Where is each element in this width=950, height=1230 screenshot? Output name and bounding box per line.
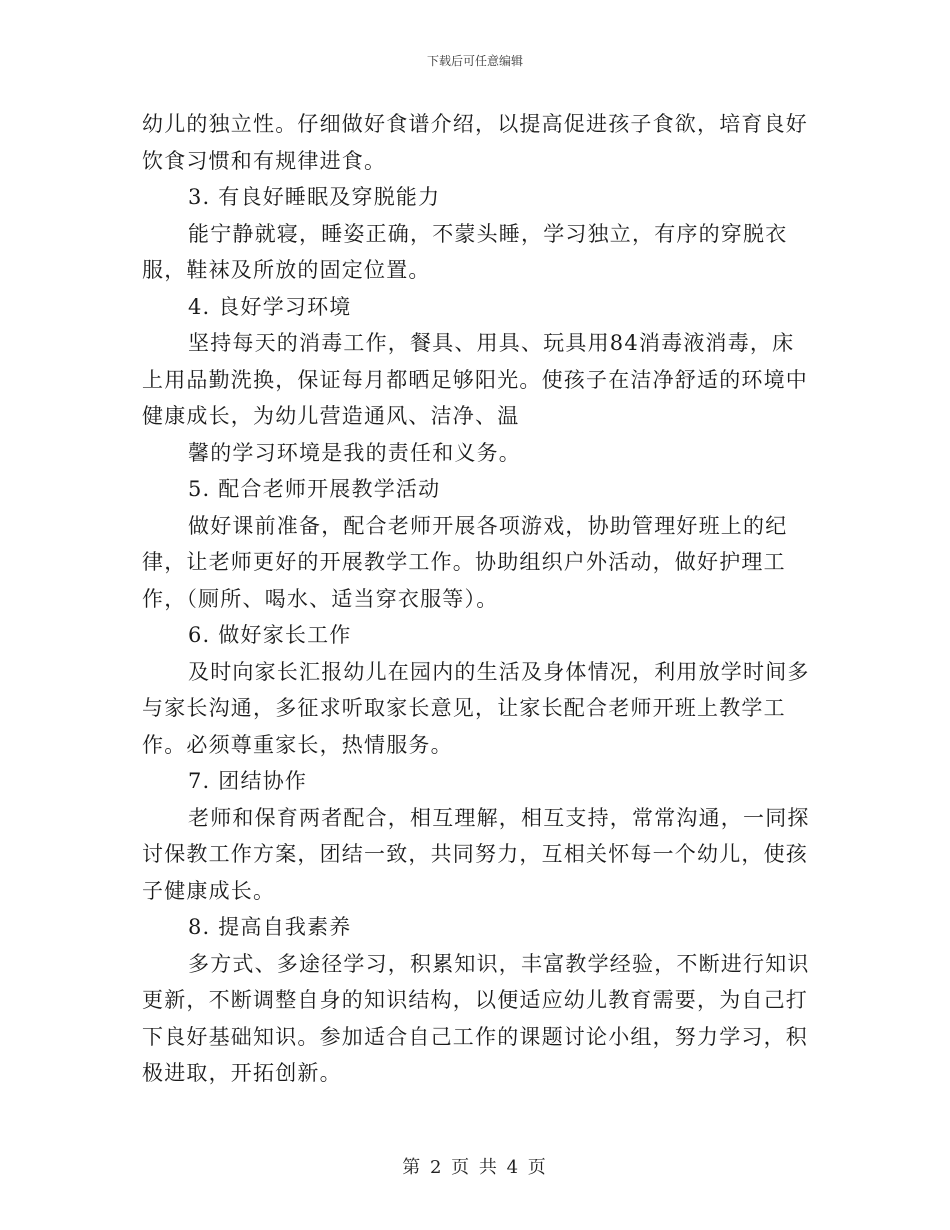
document-body [142, 106, 810, 1092]
paragraph-sleep: 能宁静就寝，睡姿正确，不蒙头睡，学习独立，有序的穿脱衣服，鞋袜及所放的固定位置。 [142, 221, 788, 282]
section-heading-8: 8. 提高自我素养 [188, 915, 352, 939]
page-number: 第 2 页 共 4 页 [402, 1157, 548, 1178]
paragraph-parents: 及时向家长汇报幼儿在园内的生活及身体情况，利用放学时间多与家长沟通，多征求听取家长意见，让家长配合老师开班上教学工作。必须尊重家长，热情服务。 [142, 659, 810, 757]
paragraph-environment-cont: 馨的学习环境是我的责任和义务。 [188, 440, 521, 465]
section-heading-6: 6. 做好家长工作 [188, 623, 352, 647]
section-heading-4: 4. 良好学习环境 [188, 294, 352, 319]
section-heading-3: 3. 有良好睡眠及穿脱能力 [188, 185, 441, 209]
paragraph-environment: 坚持每天的消毒工作，餐具、用具、玩具用84消毒液消毒，床上用品勤洗换，保证每月都晒足够阳光。使孩子在洁净舒适的环境中健康成长，为幼儿营造通风、洁净、温 [142, 331, 808, 428]
section-heading-5: 5. 配合老师开展教学活动 [188, 477, 441, 501]
page-header: 下载后可任意编辑 [426, 54, 523, 68]
paragraph-teamwork: 老师和保育两者配合，相互理解，相互支持，常常沟通，一同探讨保教工作方案，团结一致，共同努力，互相关怀每一个幼儿，使孩子健康成长。 [142, 805, 810, 903]
section-heading-7: 7. 团结协作 [188, 769, 308, 793]
paragraph-self-improvement: 多方式、多途径学习，积累知识，丰富教学经验，不断进行知识更新，不断调整自身的知识结构，以便适应幼儿教育需要，为自己打下良好基础知识。参加适合自己工作的课题讨论小组，努力学习，积极进取，开拓创新。 [142, 951, 810, 1085]
paragraph-continuation: 幼儿的独立性。仔细做好食谱介绍，以提高促进孩子食欲，培育良好饮食习惯和有规律进食。 [142, 112, 808, 173]
paragraph-teaching: 做好课前准备，配合老师开展各项游戏，协助管理好班上的纪律，让老师更好的开展教学工作。协助组织户外活动，做好护理工作，（厕所、喝水、适当穿衣服等）。 [142, 513, 788, 611]
